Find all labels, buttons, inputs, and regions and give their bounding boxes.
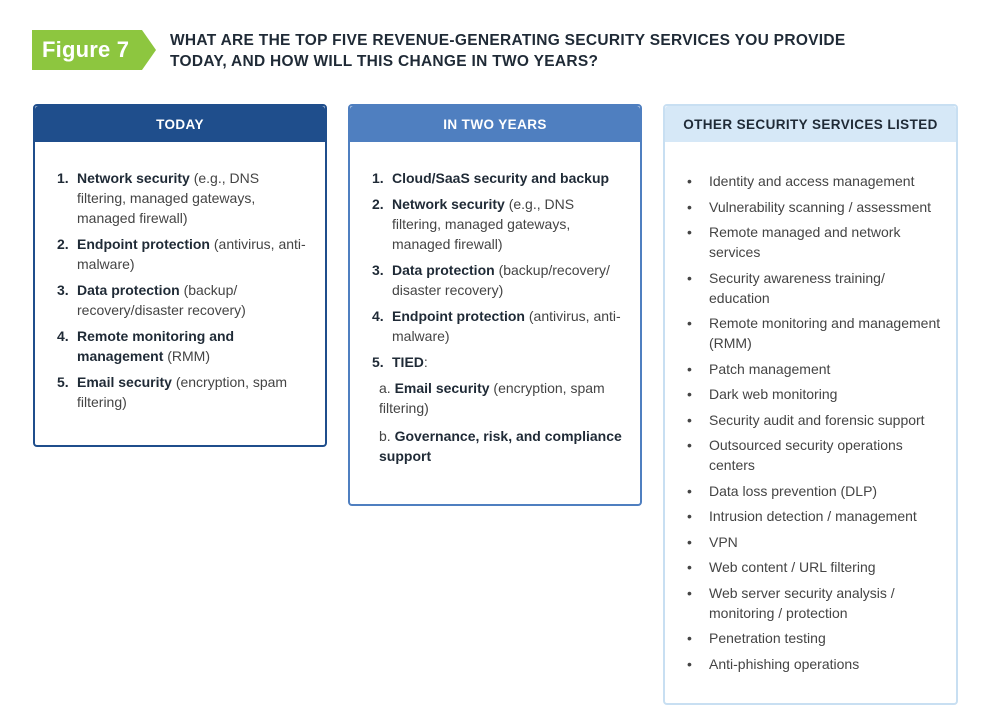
- list-item: 4. Remote monitoring and management (RMM): [57, 328, 235, 364]
- two-years-list: [350, 142, 640, 372]
- list-item: 4. Endpoint protection (antivirus, anti-malware): [372, 308, 621, 344]
- bullet-icon: •: [687, 508, 692, 524]
- list-item: • Data loss prevention (DLP): [687, 482, 878, 499]
- other-services-header: OTHER SECURITY SERVICES LISTED: [665, 106, 956, 142]
- list-item: 3. Data protection (backup/ recovery/disaster recovery): [57, 282, 246, 318]
- list-item: 5. Email security (encryption, spam filtering): [57, 374, 288, 410]
- today-list: [35, 142, 325, 412]
- bullet-icon: •: [687, 482, 692, 499]
- list-item: • Intrusion detection / management: [687, 508, 917, 524]
- list-item: 2. Endpoint protection (antivirus, anti-malware): [57, 236, 306, 272]
- list-item: • Identity and access management: [687, 173, 915, 189]
- tied-item-a: a. Email security (encryption, spam filtering): [379, 380, 605, 416]
- question-line-2: TODAY, AND HOW WILL THIS CHANGE IN TWO YEARS?: [170, 53, 599, 70]
- bullet-icon: •: [687, 559, 692, 575]
- bullet-icon: •: [687, 269, 692, 286]
- list-item: 2. Network security (e.g., DNS filtering, managed gateways, managed firewall): [372, 196, 575, 252]
- list-item: • Outsourced security operations centers: [687, 437, 903, 473]
- bullet-icon: •: [687, 386, 692, 402]
- question-line-1: WHAT ARE THE TOP FIVE REVENUE-GENERATING SECURITY SERVICES YOU PROVIDE: [170, 32, 846, 49]
- list-item: 3. Data protection (backup/recovery/ disaster recovery): [372, 262, 610, 298]
- list-item: • Dark web monitoring: [687, 386, 838, 402]
- list-item: 5. TIED:: [372, 354, 428, 370]
- today-card: [33, 104, 327, 447]
- list-item: • Remote monitoring and management (RMM): [687, 315, 941, 351]
- figure-badge: [32, 30, 156, 70]
- figure-question: [170, 30, 930, 72]
- bullet-icon: •: [687, 437, 692, 453]
- bullet-icon: •: [687, 198, 692, 215]
- other-services-list: [665, 142, 956, 674]
- list-item: 1. Network security (e.g., DNS filtering, managed gateways, managed firewall): [57, 170, 260, 226]
- today-header: TODAY: [35, 106, 325, 142]
- two-years-card: [348, 104, 642, 506]
- other-services-card: [663, 104, 958, 705]
- bullet-icon: •: [687, 655, 692, 672]
- bullet-icon: •: [687, 224, 692, 240]
- bullet-icon: •: [687, 360, 692, 377]
- figure-label: Figure 7: [42, 37, 130, 62]
- list-item: • Web server security analysis / monitoring / protection: [687, 584, 895, 621]
- bullet-icon: •: [687, 584, 692, 601]
- list-item: • Security audit and forensic support: [687, 411, 925, 428]
- list-item: • Web content / URL filtering: [687, 559, 876, 575]
- bullet-icon: •: [687, 411, 692, 428]
- list-item: • Remote managed and network services: [687, 224, 901, 260]
- bullet-icon: •: [687, 173, 692, 189]
- bullet-icon: •: [687, 315, 692, 331]
- tied-item-b: b. Governance, risk, and compliance support: [379, 428, 622, 464]
- list-item: • Anti-phishing operations: [687, 655, 860, 672]
- two-years-header: IN TWO YEARS: [350, 106, 640, 142]
- bullet-icon: •: [687, 630, 692, 646]
- bullet-icon: •: [687, 533, 692, 550]
- list-item: • Security awareness training/ education: [687, 269, 885, 306]
- list-item: • Penetration testing: [687, 630, 826, 646]
- list-item: • Patch management: [687, 360, 831, 377]
- list-item: • Vulnerability scanning / assessment: [687, 198, 932, 215]
- list-item: • VPN: [687, 533, 738, 550]
- list-item: 1. Cloud/SaaS security and backup: [372, 170, 610, 186]
